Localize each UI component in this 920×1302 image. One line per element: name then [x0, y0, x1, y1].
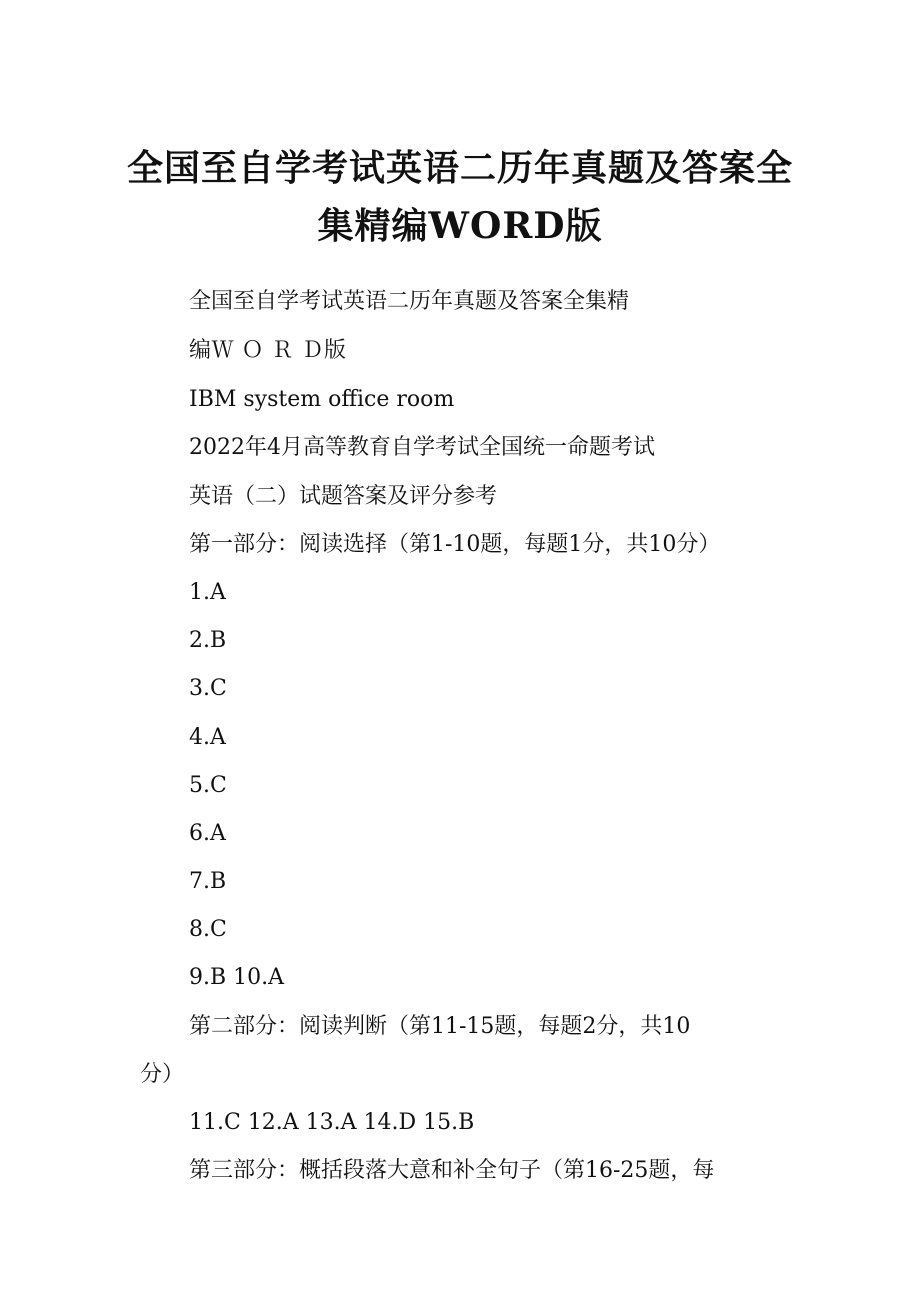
section-heading-part-two: 第二部分：阅读判断（第11-15题，每题2分，共10 [189, 1014, 691, 1039]
paragraph-title-repeat-continued: 编Ｗ Ｏ Ｒ Ｄ版 [189, 338, 347, 363]
answer-line: 8.C [189, 917, 227, 942]
section-heading-part-two-continued: 分） [140, 1062, 185, 1087]
document-title-line-2: 集精编WORD版 [317, 205, 603, 247]
paragraph-exam-date: 2022年4月高等教育自学考试全国统一命题考试 [189, 435, 655, 460]
answer-line: 2.B [189, 628, 227, 653]
paragraph-ibm-line: IBM system office room [189, 387, 455, 412]
answer-line: 5.C [189, 773, 227, 798]
answer-line: 6.A [189, 821, 226, 846]
section-heading-part-three: 第三部分：概括段落大意和补全句子（第16-25题，每 [189, 1158, 715, 1183]
answer-line: 3.C [189, 676, 227, 701]
answer-line: 11.C 12.A 13.A 14.D 15.B [189, 1110, 475, 1135]
section-heading-part-one: 第一部分：阅读选择（第1-10题，每题1分，共10分） [189, 532, 721, 557]
answer-line: 4.A [189, 725, 226, 750]
paragraph-title-repeat: 全国至自学考试英语二历年真题及答案全集精 [189, 289, 630, 314]
answer-line: 1.A [189, 580, 226, 605]
answer-line: 7.B [189, 869, 227, 894]
answer-line: 9.B 10.A [189, 965, 285, 990]
paragraph-exam-subtitle: 英语（二）试题答案及评分参考 [189, 484, 498, 509]
document-title-line-1: 全国至自学考试英语二历年真题及答案全 [126, 147, 793, 189]
